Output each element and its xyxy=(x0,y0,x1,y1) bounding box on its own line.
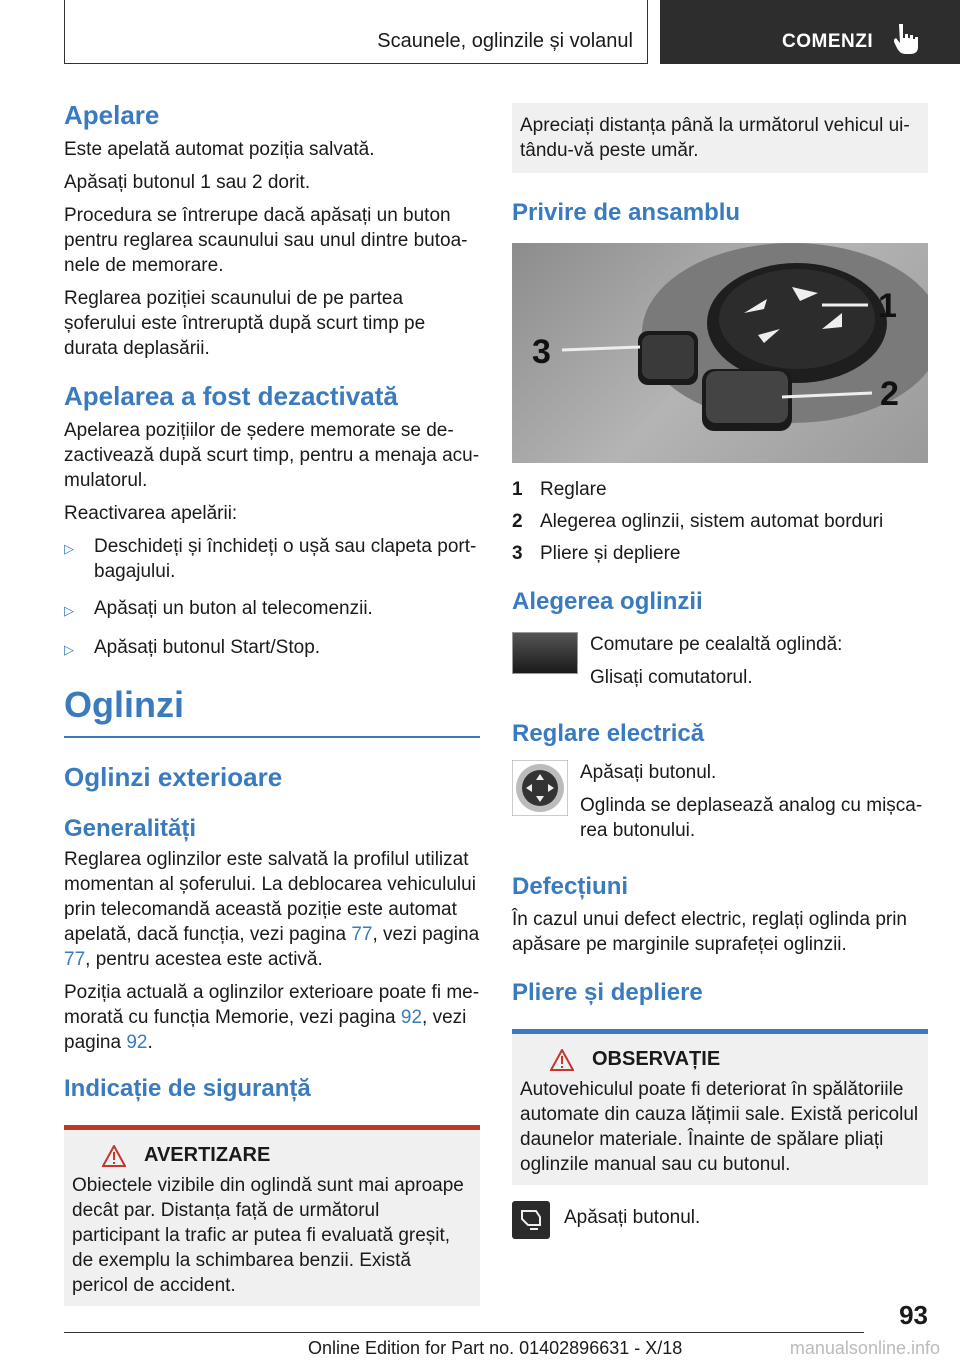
left-column xyxy=(64,100,480,1306)
warning-box xyxy=(64,1125,480,1306)
warning-text: Obiectele vizibile din oglindă sunt mai aproape decât par. Distanța față de următorul participant la trafic ar putea fi evaluată greșit, de exemplu la schimbarea benzii. Există pericol de accident. xyxy=(72,1175,464,1296)
heading-defectiuni: Defecțiuni xyxy=(512,873,629,900)
watermark: manualsonline.info xyxy=(789,1338,940,1358)
paragraph: Apelarea pozițiilor de ședere memorate se dezactivează după scurt timp, pentru a menaja acumulatorul. xyxy=(64,420,480,491)
heading-ansamblu: Privire de ansamblu xyxy=(512,199,741,226)
heading-pliere: Pliere și depliere xyxy=(512,979,703,1006)
bullet-item: ▷ Apăsați butonul Start/Stop. xyxy=(64,635,480,662)
warning-triangle-icon xyxy=(102,1145,126,1167)
directional-pad-icon xyxy=(512,760,568,816)
legend-list xyxy=(512,477,928,566)
paragraph: Oglinda se deplasează analog cu mișcarea butonului. xyxy=(580,795,923,841)
icon-text-row xyxy=(512,760,928,851)
heading-alegerea: Alegerea oglinzii xyxy=(512,588,703,615)
warning-triangle-icon xyxy=(550,1049,574,1071)
header-tab xyxy=(660,0,960,64)
callout-number: 2 xyxy=(880,375,899,413)
legend-item: 1 Reglare xyxy=(512,479,607,500)
paragraph: Reactivarea apelării: xyxy=(64,503,238,524)
callout-number: 3 xyxy=(532,333,551,371)
triangle-bullet-icon: ▷ xyxy=(64,603,74,618)
note-box xyxy=(512,103,928,173)
mirror-control-illustration xyxy=(512,243,928,463)
heading-oglinzi: Oglinzi xyxy=(64,684,184,725)
pointing-hand-icon xyxy=(894,22,920,54)
legend-item: 2 Alegerea oglinzii, sistem automat borduri xyxy=(512,511,884,532)
right-column xyxy=(512,103,928,1239)
heading-exterioare: Oglinzi exterioare xyxy=(64,762,283,792)
mirror-switch-icon xyxy=(512,632,578,674)
heading-electrica: Reglare electrică xyxy=(512,720,705,747)
fold-mirror-button-icon xyxy=(512,1201,550,1239)
notice-header: OBSERVAȚIE xyxy=(520,1048,920,1071)
paragraph: Apăsați butonul. xyxy=(564,1207,701,1228)
paragraph: Reglarea poziției scaunului de pe partea șoferului este întreruptă după scurt timp pe durata deplasării. xyxy=(64,288,426,359)
icon-text-row xyxy=(512,1201,928,1239)
note-text: Apreciați distanța până la următorul vehicul uitându-vă peste umăr. xyxy=(520,115,910,161)
warning-header: AVERTIZARE xyxy=(72,1144,472,1167)
header-tab-label: COMENZI xyxy=(782,31,874,52)
page-number: 93 xyxy=(899,1300,928,1330)
callout-number: 1 xyxy=(878,287,897,325)
bullet-item: ▷ Apăsați un buton al telecomenzii. xyxy=(64,596,480,623)
edition-text: Online Edition for Part no. 01402896631 - X/18 xyxy=(308,1338,683,1358)
paragraph: Apăsați butonul. xyxy=(580,762,717,783)
paragraph: În cazul unui defect electric, reglați oglinda prin apăsare pe marginile suprafeței oglinzii. xyxy=(512,909,908,955)
paragraph: Apăsați butonul 1 sau 2 dorit. xyxy=(64,172,311,193)
heading-dezactivata: Apelarea a fost dezactivată xyxy=(64,381,398,411)
icon-text-row xyxy=(512,632,928,698)
paragraph: Este apelată automat poziția salvată. xyxy=(64,139,375,160)
triangle-bullet-icon: ▷ xyxy=(64,541,74,556)
paragraph: Procedura se întrerupe dacă apăsați un buton pentru reglarea scaunului sau unul dintre butoanele de memorare. xyxy=(64,205,468,276)
paragraph: Reglarea oglinzilor este salvată la profilul utilizat momentan al șoferului. La deblocarea vehiculului prin telecomandă această poziție este automat apelată, dacă funcția, vezi pagina 77, vezi pagina 77, pentru acestea este activă. xyxy=(64,849,480,970)
header-section-title: Scaunele, oglinzile și volanul xyxy=(377,30,633,52)
paragraph: Poziția actuală a oglinzilor exterioare poate fi memorată cu funcția Memorie, vezi pagina 92, vezi pagina 92. xyxy=(64,982,480,1053)
notice-box xyxy=(512,1029,928,1185)
bullet-item: ▷ Deschideți și închideți o ușă sau clapeta portbagajului. xyxy=(64,536,477,582)
footer-divider xyxy=(64,1332,864,1333)
page-link[interactable]: 92 xyxy=(126,1032,148,1053)
heading-generalitati: Generalități xyxy=(64,815,197,842)
page-link[interactable]: 77 xyxy=(64,949,86,970)
divider xyxy=(64,736,480,738)
page-link[interactable]: 92 xyxy=(400,1007,423,1028)
triangle-bullet-icon: ▷ xyxy=(64,642,74,657)
notice-text: Autovehiculul poate fi deteriorat în spălătoriile automate din cauza lățimii sale. Există pericolul daunelor materiale. Înainte de spălare pliați oglinzile manual sau cu butonul. xyxy=(520,1079,919,1175)
page-link[interactable]: 77 xyxy=(351,924,373,945)
paragraph: Comutare pe cealaltă oglindă: xyxy=(590,634,843,655)
header-section-box xyxy=(64,0,648,64)
legend-item: 3 Pliere și depliere xyxy=(512,543,681,564)
heading-siguranta: Indicație de siguranță xyxy=(64,1075,311,1102)
mirror-control-photo xyxy=(512,243,928,463)
paragraph: Glisați comutatorul. xyxy=(590,667,753,688)
heading-apelare: Apelare xyxy=(64,100,160,130)
